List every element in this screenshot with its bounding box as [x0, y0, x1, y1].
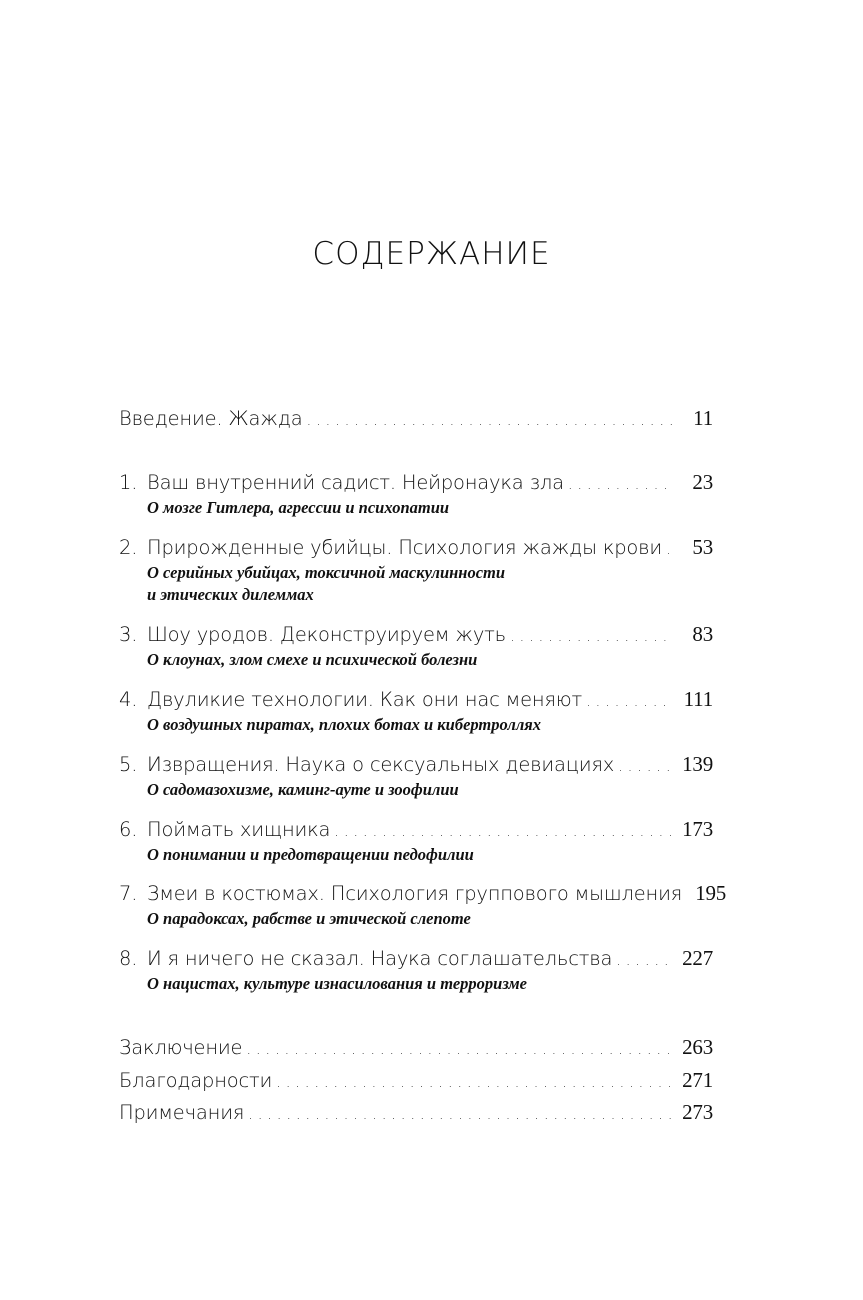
entry-title: И я ничего не сказал. Наука соглашательства: [147, 947, 613, 970]
dot-leader: [616, 951, 673, 969]
chapter-number: 1.: [119, 471, 138, 494]
dot-leader: [510, 627, 673, 645]
entry-title: Благодарности: [119, 1069, 273, 1092]
entry-title: Прирожденные убийцы. Психология жажды крови: [147, 536, 662, 559]
page-number: 111: [683, 687, 713, 711]
entry-title: Змеи в костюмах. Психология группового мышления: [147, 882, 683, 905]
toc-entry-conclusion[interactable]: [119, 1035, 713, 1061]
entry-title: Двуликие технологии. Как они нас меняют: [147, 688, 582, 711]
page-number: 139: [682, 752, 713, 776]
page-number: 83: [692, 622, 713, 646]
chapter-subtitle: О воздушных пиратах, плохих ботах и кибертроллях: [147, 715, 542, 734]
page-number: 23: [692, 470, 713, 494]
dot-leader: [276, 1073, 673, 1091]
dot-leader: [334, 822, 673, 840]
dot-leader: [618, 757, 673, 775]
chapter-subtitle: О серийных убийцах, токсичной маскулинности: [147, 563, 506, 582]
toc-entry-intro[interactable]: [119, 406, 713, 432]
toc-entry-chapter-6[interactable]: [119, 817, 713, 843]
chapter-subtitle: О клоунах, злом смехе и психической болезни: [147, 650, 478, 669]
chapter-number: 4.: [119, 688, 138, 711]
toc-entry-notes[interactable]: [119, 1100, 713, 1126]
chapter-number: 3.: [119, 623, 138, 646]
page-number: 11: [693, 406, 713, 430]
page-number: 271: [682, 1068, 713, 1092]
entry-title: Ваш внутренний садист. Нейронаука зла: [147, 471, 564, 494]
page-number: 273: [682, 1100, 713, 1124]
dot-leader: [666, 540, 673, 558]
chapter-number: 7.: [119, 882, 138, 905]
dot-leader: [248, 1105, 673, 1123]
toc-entry-chapter-7[interactable]: [119, 881, 727, 907]
entry-title: Введение. Жажда: [119, 407, 303, 430]
chapter-number: 2.: [119, 536, 138, 559]
page-number: 53: [692, 535, 713, 559]
toc-entry-chapter-2[interactable]: [119, 535, 713, 561]
chapter-number: 5.: [119, 753, 138, 776]
entry-title: Извращения. Наука о сексуальных девиациях: [147, 753, 615, 776]
chapter-subtitle: О садомазохизме, каминг-ауте и зоофилии: [147, 780, 459, 799]
entry-title: Шоу уродов. Деконструируем жуть: [147, 623, 506, 646]
toc-entry-chapter-3[interactable]: [119, 622, 713, 648]
page-number: 227: [682, 946, 713, 970]
entry-title: Заключение: [119, 1036, 243, 1059]
chapter-subtitle: О нацистах, культуре изнасилования и терроризме: [147, 974, 527, 993]
chapter-subtitle: О мозге Гитлера, агрессии и психопатии: [147, 498, 450, 517]
page-number: 195: [695, 881, 727, 905]
toc-entry-chapter-4[interactable]: [119, 687, 713, 713]
dot-leader: [246, 1040, 673, 1058]
chapter-number: 6.: [119, 818, 138, 841]
chapter-subtitle: О парадоксах, рабстве и этической слепоте: [147, 909, 471, 928]
dot-leader: [568, 475, 673, 493]
dot-leader: [586, 692, 673, 710]
toc-entry-acknowledgements[interactable]: [119, 1068, 713, 1094]
page-number: 173: [682, 817, 713, 841]
entry-title: Поймать хищника: [147, 818, 331, 841]
chapter-number: 8.: [119, 947, 138, 970]
dot-leader: [306, 411, 673, 429]
toc-entry-chapter-1[interactable]: [119, 470, 713, 496]
toc-entry-chapter-5[interactable]: [119, 752, 713, 778]
chapter-subtitle: О понимании и предотвращении педофилии: [147, 845, 474, 864]
entry-title: Примечания: [119, 1101, 245, 1124]
chapter-subtitle: и этических дилеммах: [147, 585, 314, 604]
page-number: 263: [682, 1035, 713, 1059]
page-title: СОДЕРЖАНИЕ: [312, 236, 551, 272]
toc-entry-chapter-8[interactable]: [119, 946, 713, 972]
